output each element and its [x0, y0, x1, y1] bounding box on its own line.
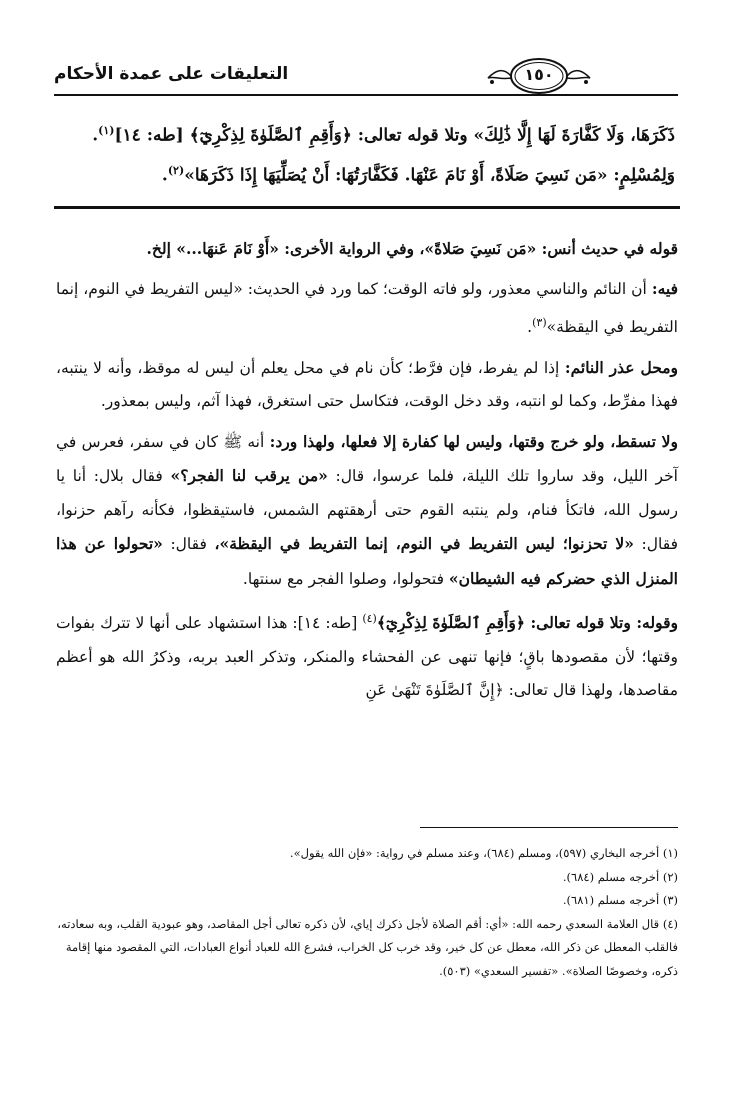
running-title: التعليقات على عمدة الأحكام [54, 64, 289, 84]
paragraph-1: قوله في حديث أنس: «مَن نَسِيَ صَلاةً»، وفي الرواية الأخرى: «أَوْ نَامَ عَنهَا...» إلخ. [146, 239, 678, 258]
footnote-rule [420, 827, 678, 828]
footnote-ref-3: (٣) [532, 316, 547, 329]
paragraph-5: وقوله: وتلا قوله تعالى: ﴿وَأَقِمِ ٱلصَّلَوٰةَ لِذِكْرِيٓ﴾$^{(٤)}$ [طه: ١٤]: هذا استشهاد على أنها لا تترك بفوات وقتها؛ لأن مقصودها باقٍ؛ فإنها تنهى عن الفحشاء والمنكر، وتذكر العبد بربه، وذكرُ الله هو أعظم مقاصدها، ولهذا قال تعالى: ﴿إِنَّ ٱلصَّلَوٰةَ تَنْهَىٰ عَنِ [56, 612, 678, 700]
footnote-ref-2: (٢) [167, 164, 185, 177]
footnote-4: (٤) قال العلامة السعدي رحمه الله: «أي: أقم الصلاة لأجل ذكرك إياي، لأن ذكره تعالى أجل المقاصد، وهو عبودية القلب، وبه سعادته، فالقلب المعطل عن ذكر الله، معطل عن كل خير، وقد خرب كل الخراب، فشرع الله للعباد أنواع العبادات، التي المقصود منها إقامة ذكره، وخصوصًا الصلاة». «تفسير السعدي» (٥٠٣). [57, 916, 678, 978]
footnotes [56, 842, 678, 983]
footnote-ref-1: (١) [98, 124, 115, 137]
paragraph-2: فيه: أن النائم والناسي معذور، ولو فاته الوقت؛ كما ورد في الحديث: «ليس التفريط في النوم، إنما التفريط في اليقظة»$^{(٣)}$. [56, 278, 678, 337]
paragraph-3: ومحل عذر النائم: إذا لم يفرط، فإن فرَّط؛ كأن نام في محل يعلم أن ليس له موقظ، وأنه لا ينتبه، فهذا مفرِّط، وكما لو انتبه، وقد دخل الوقت، فتكاسل حتى استغرق، فهذا آثم، وليس بمعذور. [56, 357, 678, 411]
page-number: ١٥٠ [524, 65, 554, 84]
hadith-quote-line-2: وَلِمُسْلِمٍ: «مَن نَسِيَ صَلَاةً، أَوْ نَامَ عَنْهَا. فَكَفَّارَتُهَا: أَنْ يُصَلِّيَهَا إِذَا ذَكَرَهَا»$^{(٢)}$. [161, 164, 675, 186]
page-header [54, 54, 684, 104]
section-divider [54, 206, 680, 209]
hadith-quote-line-1: ذَكَرَهَا، وَلَا كَفَّارَةَ لَهَا إِلَّا ذَٰلِكَ» وتلا قوله تعالى: ﴿وَأَقِمِ ٱلصَّلَوٰةَ لِذِكْرِيٓ﴾ [طه: ١٤]$^{(١)}$. [92, 124, 675, 146]
footnote-1: (١) أخرجه البخاري (٥٩٧)، ومسلم (٦٨٤)، وعند مسلم في رواية: «فإن الله يقول». [289, 846, 678, 860]
paragraph-4: ولا تسقط، ولو خرج وقتها، وليس لها كفارة إلا فعلها، ولهذا ورد: أنه ﷺ كان في سفر، فعرس في آخر الليل، وقد ساروا تلك الليلة، فلما عرسوا، قال: «من يرقب لنا الفجر؟» فقال بلال: أنا يا رسول الله، فاتكأ فنام، ولم ينتبه القوم حتى أرهقتهم الشمس، فاستيقظوا، فكأنه رآهم حزنوا، فقال: «لا تحزنوا؛ ليس التفريط في النوم، إنما التفريط في اليقظة»، فقال: «تحولوا عن هذا المنزل الذي حضركم فيه الشيطان» فتحولوا، وصلوا الفجر مع سنتها. [56, 431, 678, 588]
footnote-3: (٣) أخرجه مسلم (٦٨١). [562, 893, 678, 907]
header-rule [54, 94, 678, 96]
commentary-body [56, 232, 678, 714]
footnote-ref-4: (٤) [362, 612, 377, 626]
footnote-2: (٢) أخرجه مسلم (٦٨٤). [562, 869, 678, 884]
